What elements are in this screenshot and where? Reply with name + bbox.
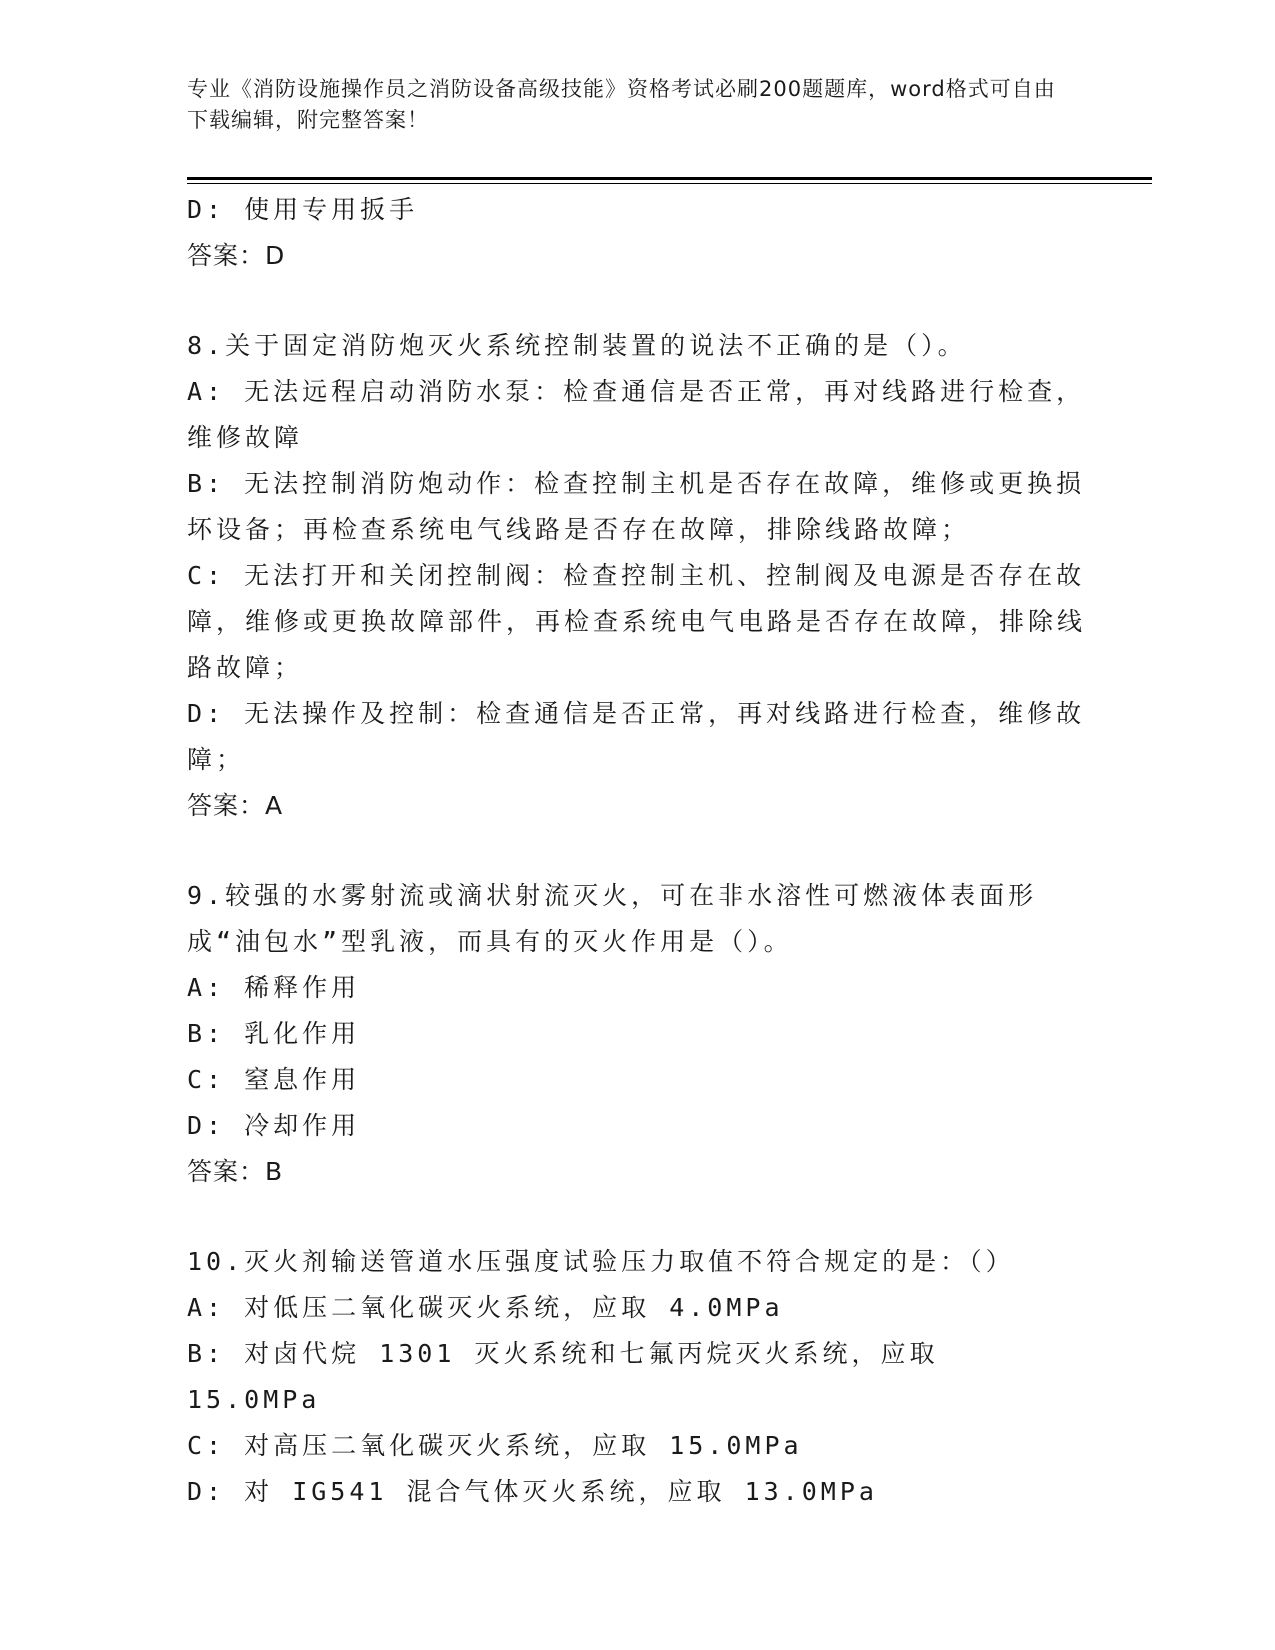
option-d: D: 对 IG541 混合气体灭火系统，应取 13.0MPa (187, 1477, 878, 1506)
header-divider-thick (187, 177, 1152, 180)
option-c: C: 窒息作用 (187, 1065, 361, 1094)
option-b: B: 乳化作用 (187, 1019, 361, 1048)
option-b: B: 无法控制消防炮动作：检查控制主机是否存在故障，维修或更换损坏设备；再检查系统电气线路是否存在故障，排除线路故障； (187, 469, 1086, 544)
option-a: A: 对低压二氧化碳灭火系统，应取 4.0MPa (187, 1293, 784, 1322)
question-stem: 8.关于固定消防炮灭火系统控制装置的说法不正确的是（）。 (187, 331, 967, 360)
previous-question-tail (187, 187, 1087, 279)
option-d: D: 无法操作及控制：检查通信是否正常，再对线路进行检查，维修故障； (187, 699, 1086, 774)
document-body (187, 187, 1087, 1515)
question-stem: 9.较强的水雾射流或滴状射流灭火，可在非水溶性可燃液体表面形成“油包水”型乳液，而具有的灭火作用是（）。 (187, 881, 1038, 956)
option-c: C: 对高压二氧化碳灭火系统，应取 15.0MPa (187, 1431, 803, 1460)
answer: 答案：B (187, 1157, 284, 1186)
question-8 (187, 323, 1087, 829)
option-a: A: 稀释作用 (187, 973, 361, 1002)
header-divider-thin (187, 183, 1152, 184)
answer: 答案：D (187, 241, 286, 270)
option-b: B: 对卤代烷 1301 灭火系统和七氟丙烷灭火系统，应取 15.0MPa (187, 1339, 958, 1414)
option-d: D: 冷却作用 (187, 1111, 361, 1140)
document-header: 专业《消防设施操作员之消防设备高级技能》资格考试必刷200题题库，word格式可自由下载编辑，附完整答案！ (187, 77, 1056, 132)
question-10 (187, 1239, 1087, 1515)
question-stem: 10.灭火剂输送管道水压强度试验压力取值不符合规定的是：（） (187, 1247, 1015, 1276)
option-c: C: 无法打开和关闭控制阀：检查控制主机、控制阀及电源是否存在故障，维修或更换故障部件，再检查系统电气电路是否存在故障，排除线路故障； (187, 561, 1087, 682)
option-d: D: 使用专用扳手 (187, 195, 419, 224)
answer: 答案：A (187, 791, 284, 820)
option-a: A: 无法远程启动消防水泵：检查通信是否正常，再对线路进行检查，维修故障 (187, 377, 1086, 452)
question-9 (187, 873, 1087, 1195)
